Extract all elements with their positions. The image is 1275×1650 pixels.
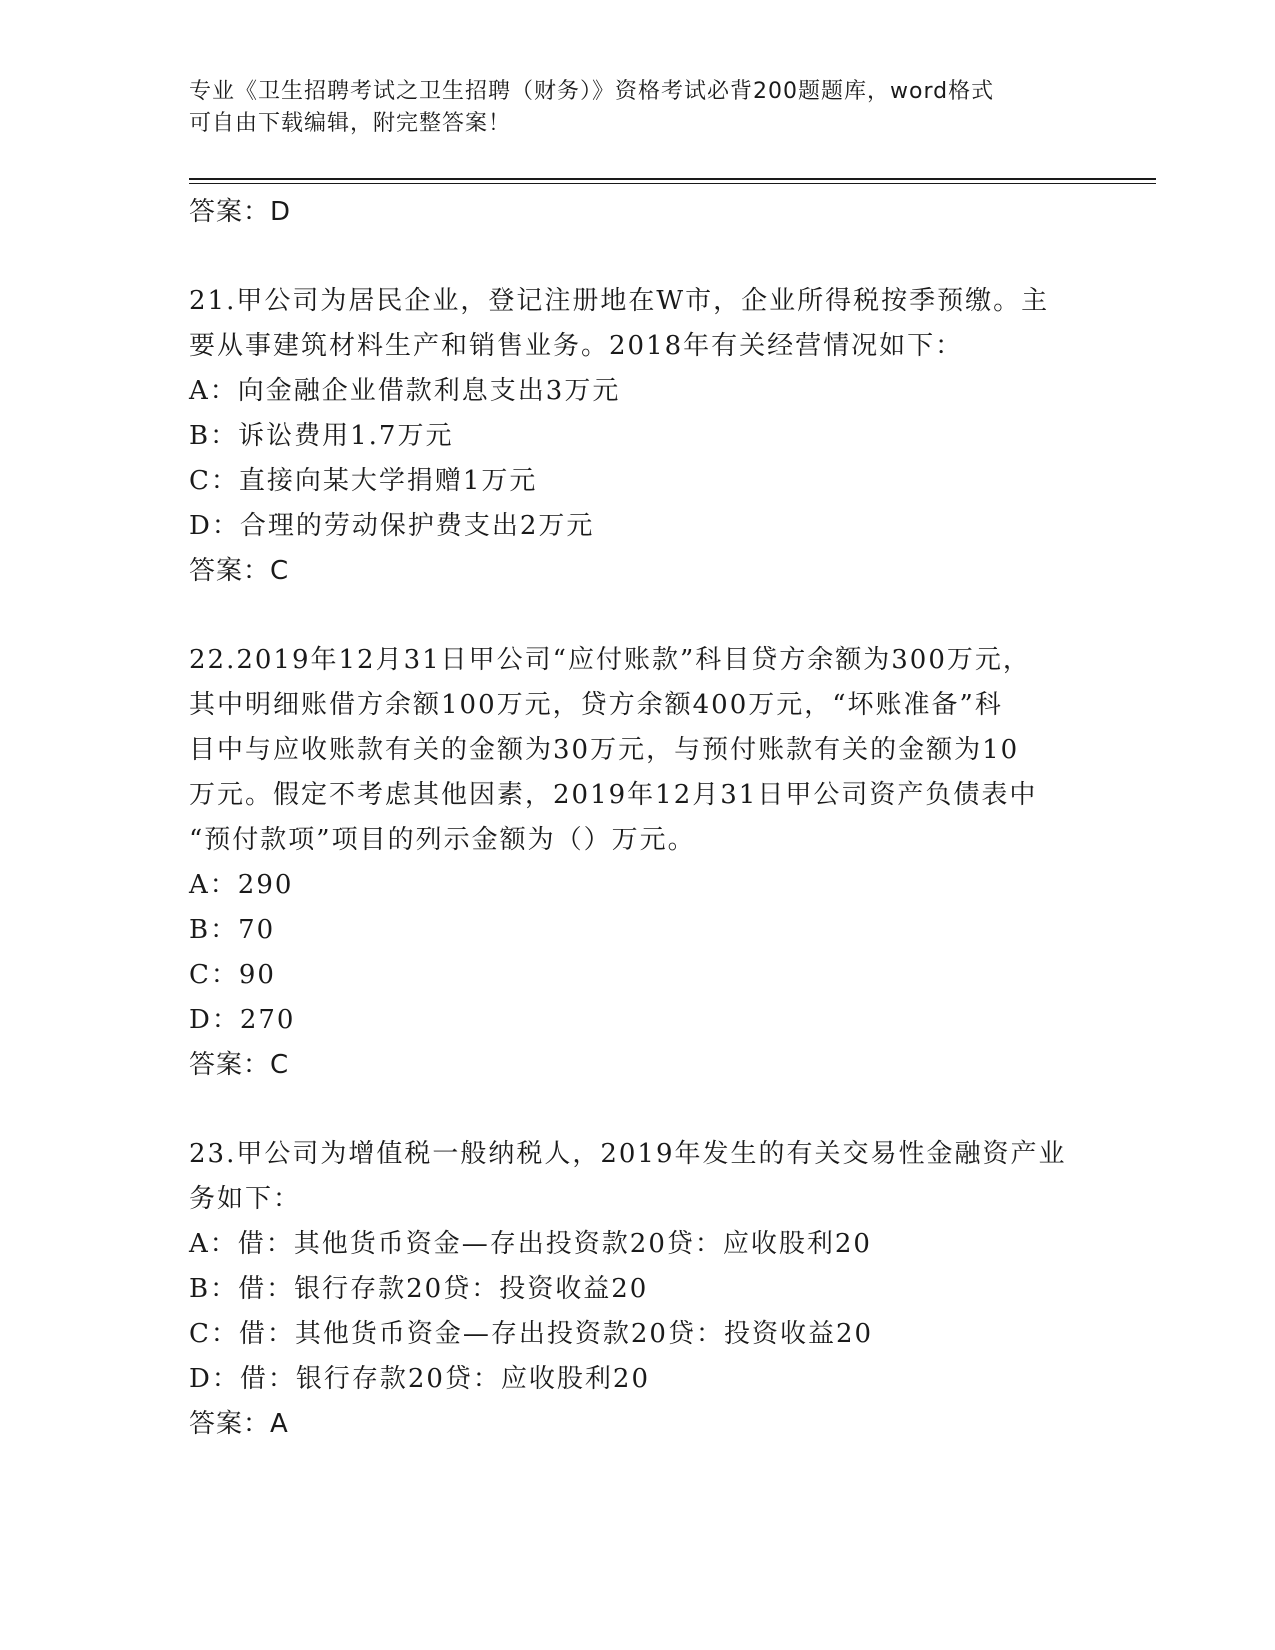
- question-stem-line: 要从事建筑材料生产和销售业务。2018年有关经营情况如下：: [189, 331, 964, 361]
- option-c: C：直接向某大学捐赠1万元: [189, 466, 538, 496]
- option-a: A：向金融企业借款利息支出3万元: [189, 376, 621, 406]
- question-stem-line: 21.甲公司为居民企业，登记注册地在W市，企业所得税按季预缴。主: [189, 286, 1050, 316]
- answer: 答案：C: [189, 556, 290, 586]
- question-stem-line: 22.2019年12月31日甲公司“应付账款”科目贷方余额为300万元，: [189, 645, 1031, 675]
- option-d: D：合理的劳动保护费支出2万元: [189, 511, 595, 541]
- header-line-1: 专业《卫生招聘考试之卫生招聘（财务）》资格考试必背200题题库，word格式: [189, 79, 995, 104]
- answer: 答案：A: [189, 1409, 289, 1439]
- option-a: A：290: [189, 870, 294, 900]
- option-a: A：借：其他货币资金—存出投资款20贷：应收股利20: [189, 1229, 872, 1259]
- question-stem-line: 目中与应收账款有关的金额为30万元，与预付账款有关的金额为10: [189, 735, 1020, 765]
- question-stem-line: “预付款项”项目的列示金额为（）万元。: [189, 825, 696, 855]
- option-d: D：借：银行存款20贷：应收股利20: [189, 1364, 651, 1394]
- question-22: [189, 638, 1089, 1088]
- question-23: [189, 1132, 1089, 1447]
- question-stem-line: 其中明细账借方余额100万元，贷方余额400万元，“坏账准备”科: [189, 690, 1003, 720]
- question-stem-line: 万元。假定不考虑其他因素，2019年12月31日甲公司资产负债表中: [189, 780, 1038, 810]
- option-b: B：诉讼费用1.7万元: [189, 421, 454, 451]
- option-b: B：借：银行存款20贷：投资收益20: [189, 1274, 649, 1304]
- answer: 答案：C: [189, 1050, 290, 1080]
- question-stem-line: 务如下：: [189, 1184, 302, 1214]
- header-line-2: 可自由下载编辑，附完整答案！: [189, 111, 512, 136]
- document-body: [189, 190, 1089, 1447]
- option-c: C：借：其他货币资金—存出投资款20贷：投资收益20: [189, 1319, 874, 1349]
- header-rule-thin: [189, 183, 1156, 184]
- header-rule-thick: [189, 178, 1156, 180]
- previous-answer: 答案：D: [189, 197, 292, 227]
- option-c: C：90: [189, 960, 276, 990]
- question-stem-line: 23.甲公司为增值税一般纳税人，2019年发生的有关交易性金融资产业: [189, 1139, 1067, 1169]
- question-21: [189, 279, 1089, 594]
- option-b: B：70: [189, 915, 276, 945]
- option-d: D：270: [189, 1005, 296, 1035]
- document-header: [189, 76, 1089, 140]
